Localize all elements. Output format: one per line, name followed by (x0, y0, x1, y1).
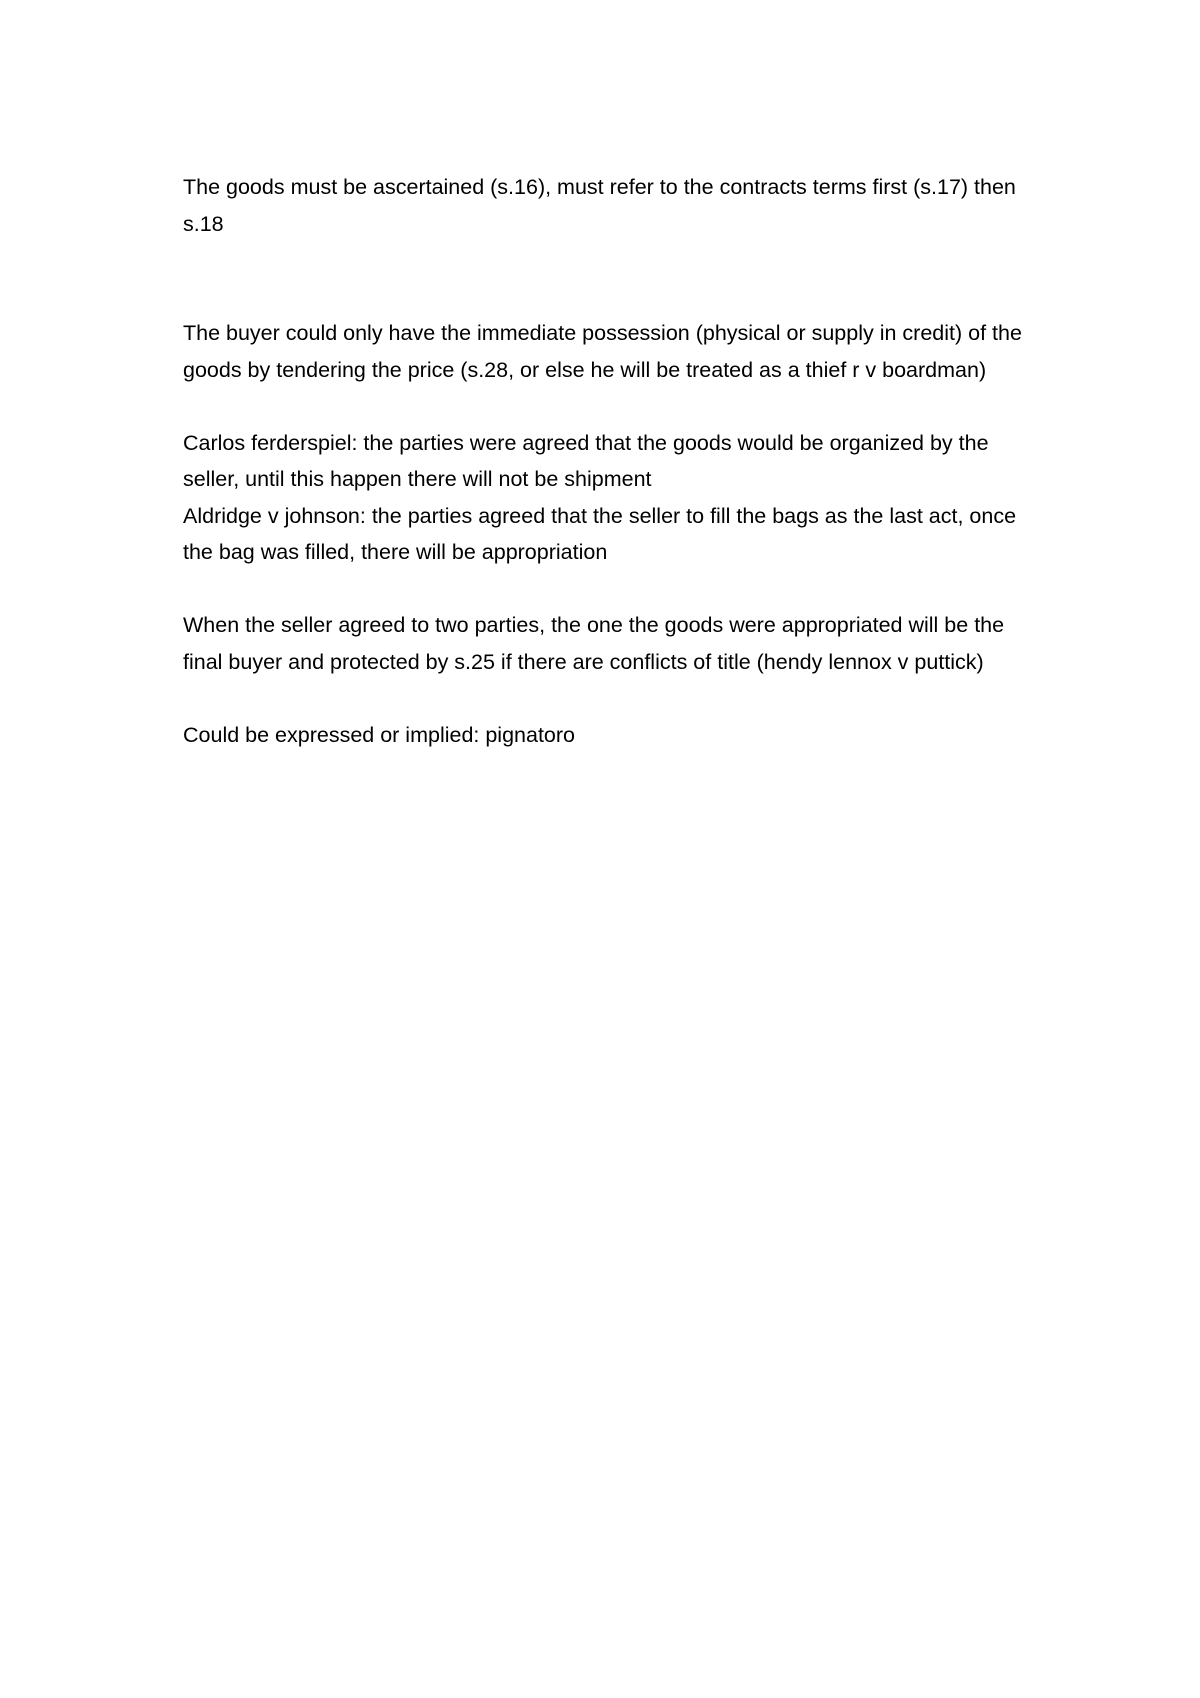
paragraph-two-parties: When the seller agreed to two parties, the one the goods were appropriated will be the final buyer and protected by s.25 if there are conflicts of title (hendy lennox v puttick) (183, 613, 1005, 674)
paragraph-expressed-implied: Could be expressed or implied: pignatoro (183, 722, 576, 747)
paragraph-gap (183, 388, 1043, 425)
paragraph-gap (183, 680, 1043, 717)
document-body (183, 169, 1043, 753)
paragraph-aldridge-v-johnson: Aldridge v johnson: the parties agreed that the seller to fill the bags as the last act, once the bag was filled, there will be appropriation (183, 503, 1017, 564)
paragraph-carlos-ferderspiel: Carlos ferderspiel: the parties were agreed that the goods would be organized by the seller, until this happen there will not be shipment (183, 430, 989, 491)
paragraph-buyer-possession: The buyer could only have the immediate possession (physical or supply in credit) of the goods by tendering the price (s.28, or else he will be treated as a thief r v boardman) (183, 321, 1022, 382)
paragraph-ascertained-goods: The goods must be ascertained (s.16), must refer to the contracts terms first (s.17) then s.18 (183, 175, 1016, 236)
paragraph-gap (183, 242, 1043, 315)
paragraph-gap (183, 571, 1043, 608)
